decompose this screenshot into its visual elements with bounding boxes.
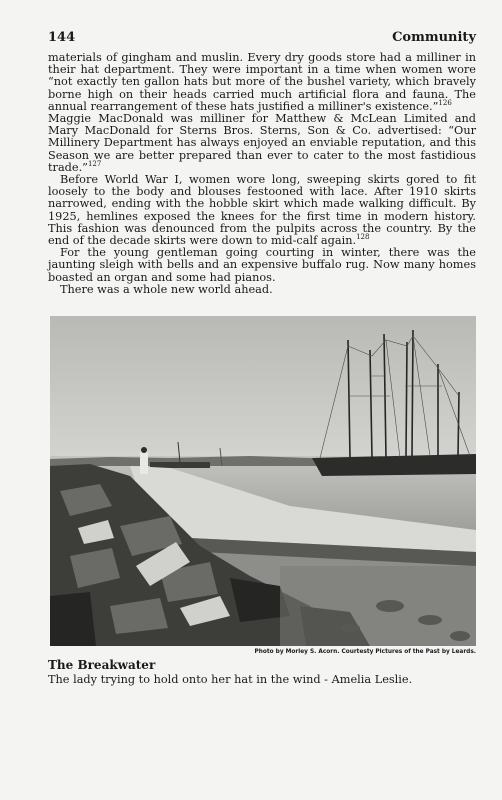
body-text xyxy=(48,52,476,296)
footnote-ref: 127 xyxy=(87,160,102,169)
paragraph: There was a whole new world ahead. xyxy=(60,282,273,296)
footnote-ref: 126 xyxy=(438,99,452,108)
breakwater-illustration xyxy=(50,316,476,646)
page-header xyxy=(48,30,476,48)
paragraph: materials of gingham and muslin. Every dry goods store had a milliner in their hat department. They were important in a time when women wore “not exactly ten gallon hats but more of the bushel variety, which bravely borne high on their heads carried much artificial flora and fauna. The annual rearrangement of these hats justified a milliner's existence.”$^{126}$ xyxy=(48,51,476,113)
paragraph: Maggie MacDonald was milliner for Matthew & McLean Limited and Mary MacDonald for Sterns Bros. Sterns, Son & Co. advertised: “Our Millinery Department has always enjoyed an enviable reputation, and this Season we are better prepared than ever to cater to the most fastidious trade.”$^{127}$ xyxy=(48,112,476,174)
caption-title: The Breakwater xyxy=(48,658,156,672)
page-number: 144 xyxy=(48,30,76,45)
paragraph: For the young gentleman going courting in winter, there was the jaunting sleigh with bells and an expensive buffalo rug. Now many homes boasted an organ and some had pianos. xyxy=(48,246,476,284)
breakwater-photo xyxy=(50,316,476,646)
paragraph: Before World War I, women wore long, sweeping skirts gored to fit loosely to the body and blouses festooned with lace. After 1910 skirts narrowed, ending with the hobble skirt which made walking difficult. By 1925, hemlines exposed the knees for the first time in modern history. This fashion was denounced from the pulpits across the country. By the end of the decade skirts were down to mid-calf again.$^{128}$ xyxy=(48,173,476,248)
photo-credit: Photo by Morley S. Acorn. Courtesty Pictures of the Past by Leards. xyxy=(254,649,476,655)
caption-text: The lady trying to hold onto her hat in the wind - Amelia Leslie. xyxy=(48,673,413,686)
section-title: Community xyxy=(392,30,476,45)
footnote-ref: 128 xyxy=(356,233,370,242)
